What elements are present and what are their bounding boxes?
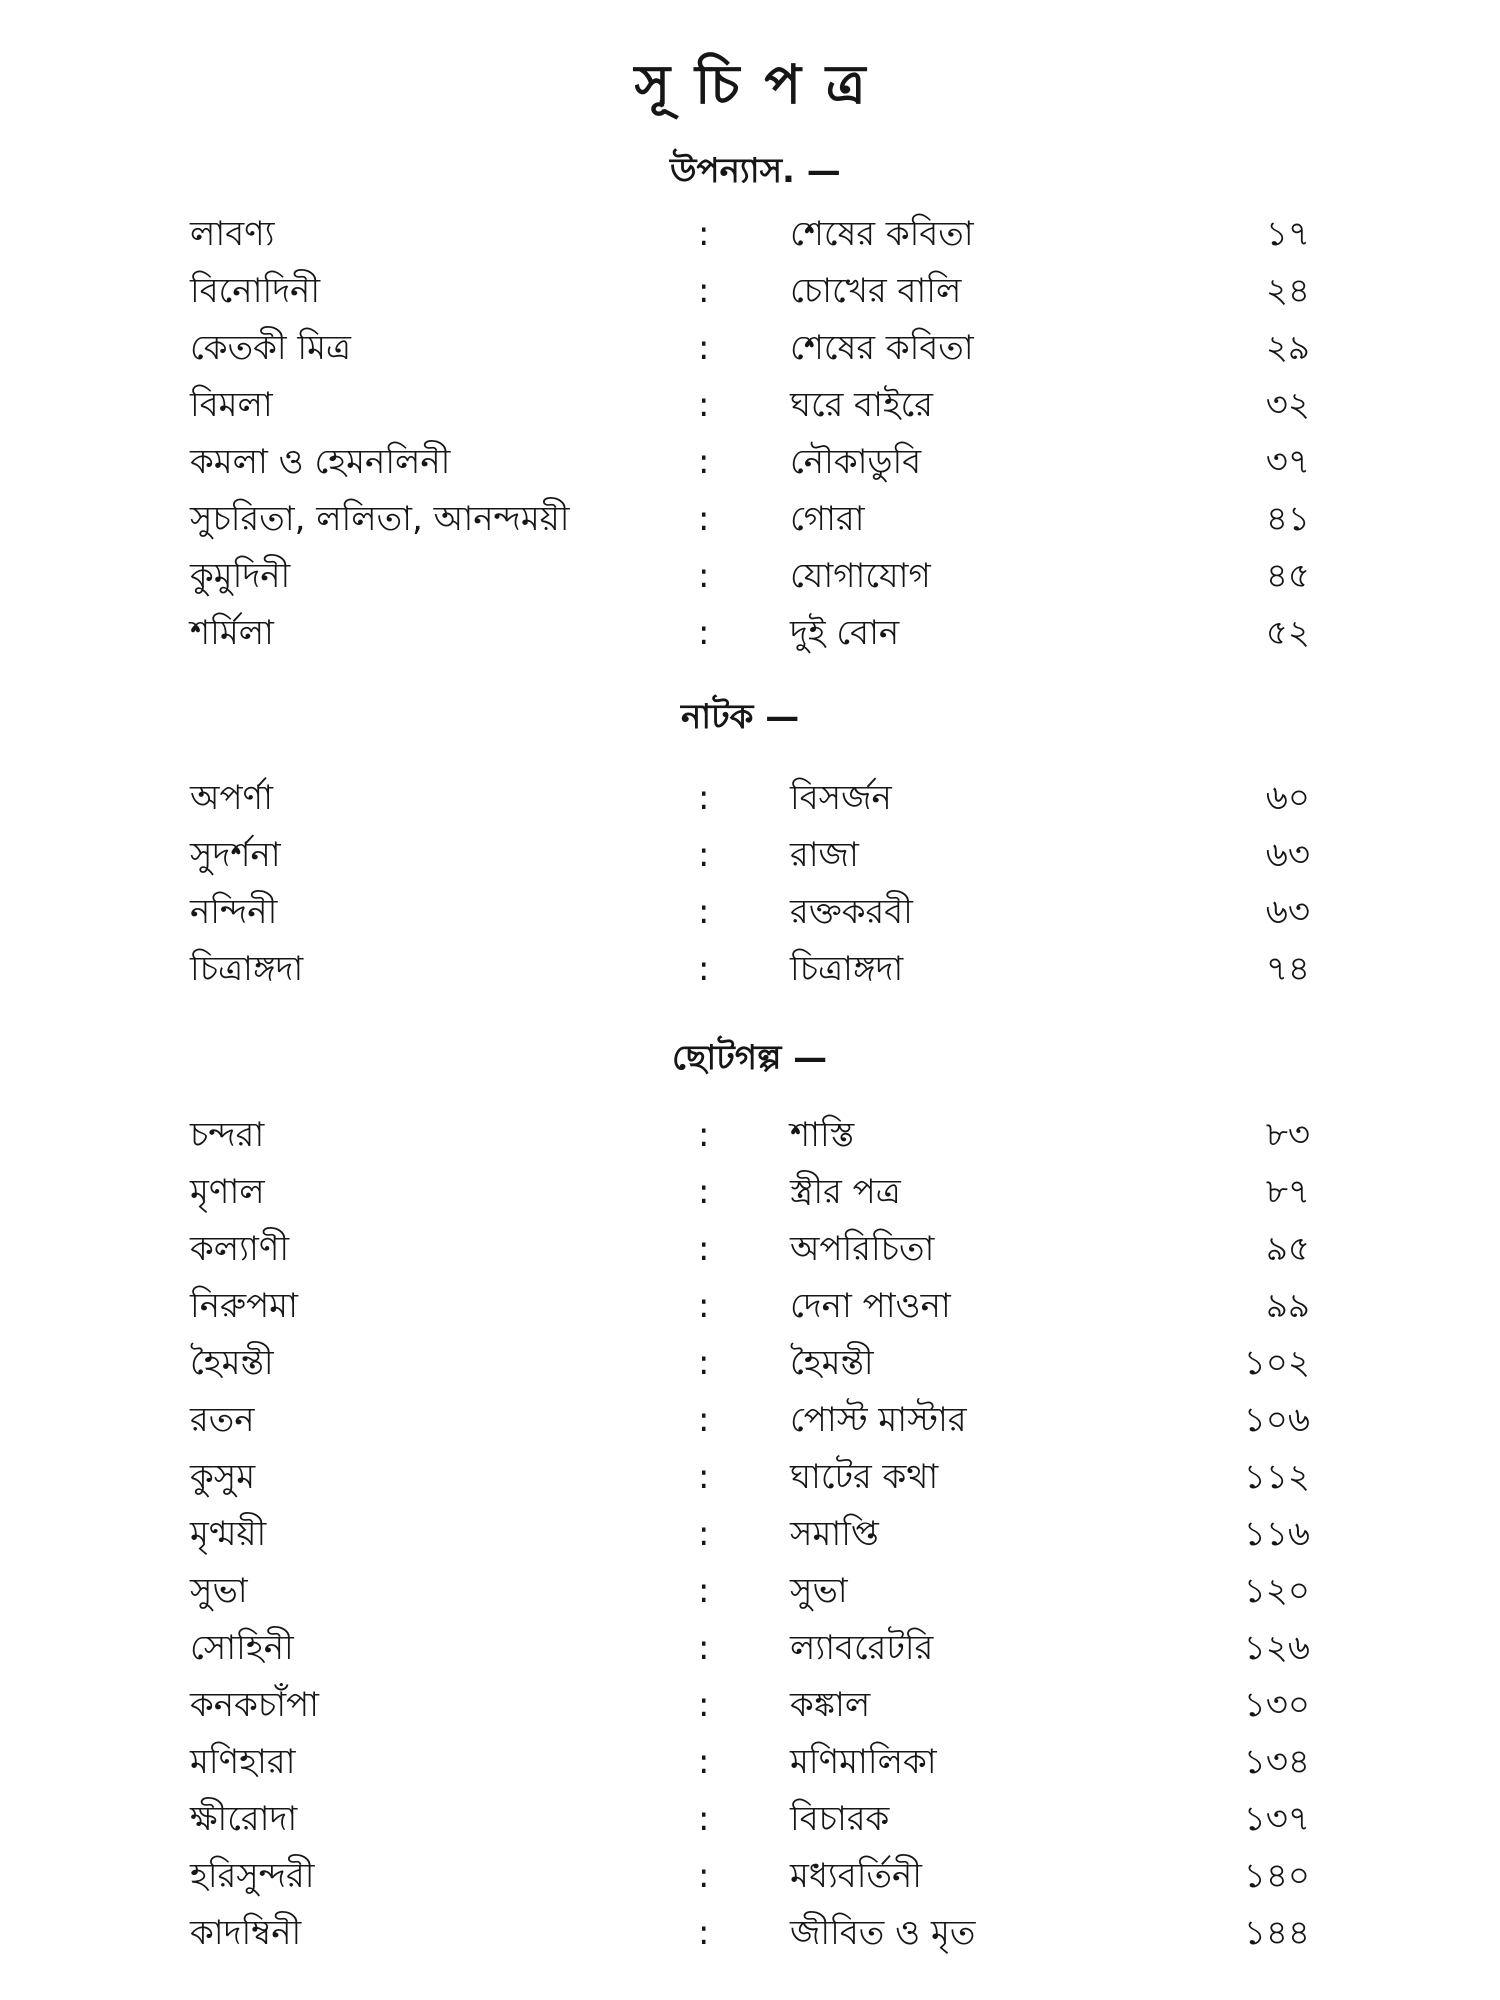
toc-row xyxy=(0,1449,1500,1506)
work-title: ল্যাবরেটরি xyxy=(790,1628,934,1668)
page-number: ১৩০ xyxy=(1243,1685,1310,1725)
page-number: ৩৭ xyxy=(1265,442,1310,482)
separator-colon: : xyxy=(698,556,710,596)
work-title: ঘাটের কথা xyxy=(790,1457,939,1497)
toc-row xyxy=(0,1107,1500,1164)
character-name: বিনোদিনী xyxy=(190,271,321,311)
toc-row xyxy=(0,1620,1500,1677)
toc-row xyxy=(0,491,1500,548)
separator-colon: : xyxy=(698,835,710,875)
separator-colon: : xyxy=(698,1400,710,1440)
page-number: ১২৬ xyxy=(1243,1628,1310,1668)
toc-row xyxy=(0,548,1500,605)
toc-row xyxy=(0,1278,1500,1335)
work-title: সমাপ্তি xyxy=(790,1514,879,1554)
work-title: বিচারক xyxy=(790,1799,890,1839)
toc-row xyxy=(0,1221,1500,1278)
work-title: শেষের কবিতা xyxy=(790,214,974,254)
page-number: ৮৩ xyxy=(1265,1115,1310,1155)
page-number: ২৯ xyxy=(1265,328,1310,368)
work-title: সুভা xyxy=(790,1571,848,1611)
separator-colon: : xyxy=(698,442,710,482)
page-number: ৫২ xyxy=(1265,613,1310,653)
character-name: হৈমন্তী xyxy=(190,1343,274,1383)
work-title: শেষের কবিতা xyxy=(790,328,974,368)
work-title: ঘরে বাইরে xyxy=(790,385,934,425)
separator-colon: : xyxy=(698,1115,710,1155)
section-heading-novels: উপন্যাস. — xyxy=(670,151,841,191)
work-title: অপরিচিতা xyxy=(790,1229,935,1269)
toc-list-plays xyxy=(0,770,1500,998)
separator-colon: : xyxy=(698,1172,710,1212)
separator-colon: : xyxy=(698,1628,710,1668)
work-title: যোগাযোগ xyxy=(790,556,931,596)
character-name: কেতকী মিত্র xyxy=(190,328,352,368)
character-name: সুভা xyxy=(190,1571,248,1611)
page-number: ৬৩ xyxy=(1265,892,1310,932)
character-name: সোহিনী xyxy=(190,1628,294,1668)
page-number: ৪৫ xyxy=(1265,556,1310,596)
separator-colon: : xyxy=(698,271,710,311)
page-number: ৩২ xyxy=(1265,385,1310,425)
page-number: ১১২ xyxy=(1243,1457,1310,1497)
separator-colon: : xyxy=(698,778,710,818)
character-name: মৃণাল xyxy=(190,1172,265,1212)
work-title: রাজা xyxy=(790,835,859,875)
work-title: মণিমালিকা xyxy=(790,1742,937,1782)
work-title: পোস্ট মাস্টার xyxy=(790,1400,967,1440)
toc-list-short-stories xyxy=(0,1107,1500,1962)
toc-row xyxy=(0,320,1500,377)
separator-colon: : xyxy=(698,499,710,539)
toc-row xyxy=(0,1392,1500,1449)
work-title: নৌকাডুবি xyxy=(790,442,922,482)
character-name: ক্ষীরোদা xyxy=(190,1799,298,1839)
page-number: ১২০ xyxy=(1243,1571,1310,1611)
toc-row xyxy=(0,1734,1500,1791)
character-name: শর্মিলা xyxy=(190,613,274,653)
toc-row xyxy=(0,605,1500,662)
character-name: বিমলা xyxy=(190,385,273,425)
work-title: মধ্যবর্তিনী xyxy=(790,1856,922,1896)
work-title: রক্তকরবী xyxy=(790,892,913,932)
page-number: ১৪৪ xyxy=(1243,1913,1310,1953)
section-heading-short-stories: ছোটগল্প — xyxy=(672,1038,828,1078)
work-title: জীবিত ও মৃত xyxy=(790,1913,976,1953)
toc-row xyxy=(0,1506,1500,1563)
toc-row xyxy=(0,884,1500,941)
character-name: সুদর্শনা xyxy=(190,835,281,875)
separator-colon: : xyxy=(698,613,710,653)
character-name: চিত্রাঙ্গদা xyxy=(190,949,304,989)
character-name: নিরুপমা xyxy=(190,1286,298,1326)
page-number: ৬০ xyxy=(1265,778,1310,818)
toc-row xyxy=(0,1563,1500,1620)
character-name: মণিহারা xyxy=(190,1742,296,1782)
page-number: ১০২ xyxy=(1243,1343,1310,1383)
toc-list-novels xyxy=(0,206,1500,662)
page-number: ৬৩ xyxy=(1265,835,1310,875)
work-title: গোরা xyxy=(790,499,865,539)
toc-row xyxy=(0,770,1500,827)
page-number: ১৩৪ xyxy=(1243,1742,1310,1782)
character-name: কমলা ও হেমনলিনী xyxy=(190,442,451,482)
work-title: চোখের বালি xyxy=(790,271,962,311)
page-number: ৯৯ xyxy=(1265,1286,1310,1326)
separator-colon: : xyxy=(698,1571,710,1611)
toc-row xyxy=(0,263,1500,320)
work-title: দেনা পাওনা xyxy=(790,1286,951,1326)
separator-colon: : xyxy=(698,1286,710,1326)
page-number: ৯৫ xyxy=(1265,1229,1310,1269)
character-name: অপর্ণা xyxy=(190,778,273,818)
work-title: দুই বোন xyxy=(790,613,900,653)
character-name: কুমুদিনী xyxy=(190,556,291,596)
page-number: ৮৭ xyxy=(1265,1172,1310,1212)
separator-colon: : xyxy=(698,328,710,368)
page-number: ১০৬ xyxy=(1243,1400,1310,1440)
page-title: সূ চি প ত্র xyxy=(634,53,866,116)
separator-colon: : xyxy=(698,1457,710,1497)
page-number: ৭৪ xyxy=(1265,949,1310,989)
page-number: ১৩৭ xyxy=(1243,1799,1310,1839)
separator-colon: : xyxy=(698,1856,710,1896)
toc-row xyxy=(0,1791,1500,1848)
separator-colon: : xyxy=(698,1913,710,1953)
page-number: ২৪ xyxy=(1265,271,1310,311)
page-number: ৪১ xyxy=(1265,499,1310,539)
character-name: কনকচাঁপা xyxy=(190,1685,320,1725)
work-title: চিত্রাঙ্গদা xyxy=(790,949,904,989)
character-name: হরিসুন্দরী xyxy=(190,1856,315,1896)
character-name: সুচরিতা, ললিতা, আনন্দময়ী xyxy=(190,499,570,539)
character-name: মৃণ্ময়ী xyxy=(190,1514,267,1554)
separator-colon: : xyxy=(698,1343,710,1383)
character-name: কল্যাণী xyxy=(190,1229,290,1269)
separator-colon: : xyxy=(698,214,710,254)
toc-row xyxy=(0,1677,1500,1734)
separator-colon: : xyxy=(698,1229,710,1269)
toc-row xyxy=(0,434,1500,491)
toc-row xyxy=(0,1335,1500,1392)
work-title: কঙ্কাল xyxy=(790,1685,871,1725)
separator-colon: : xyxy=(698,385,710,425)
separator-colon: : xyxy=(698,892,710,932)
section-heading-plays: নাটক — xyxy=(681,697,800,737)
toc-row xyxy=(0,1848,1500,1905)
work-title: স্ত্রীর পত্র xyxy=(790,1172,901,1212)
work-title: বিসর্জন xyxy=(790,778,892,818)
character-name: কুসুম xyxy=(190,1457,256,1497)
character-name: রতন xyxy=(190,1400,255,1440)
page-number: ১৪০ xyxy=(1243,1856,1310,1896)
toc-row xyxy=(0,206,1500,263)
toc-row xyxy=(0,377,1500,434)
work-title: হৈমন্তী xyxy=(790,1343,874,1383)
page-number: ১১৬ xyxy=(1243,1514,1310,1554)
separator-colon: : xyxy=(698,1742,710,1782)
toc-row xyxy=(0,827,1500,884)
character-name: নন্দিনী xyxy=(190,892,278,932)
separator-colon: : xyxy=(698,1685,710,1725)
separator-colon: : xyxy=(698,949,710,989)
work-title: শাস্তি xyxy=(790,1115,855,1155)
character-name: লাবণ্য xyxy=(190,214,275,254)
separator-colon: : xyxy=(698,1514,710,1554)
separator-colon: : xyxy=(698,1799,710,1839)
toc-row xyxy=(0,1905,1500,1962)
character-name: কাদম্বিনী xyxy=(190,1913,302,1953)
page-number: ১৭ xyxy=(1265,214,1310,254)
character-name: চন্দরা xyxy=(190,1115,265,1155)
toc-row xyxy=(0,941,1500,998)
toc-row xyxy=(0,1164,1500,1221)
